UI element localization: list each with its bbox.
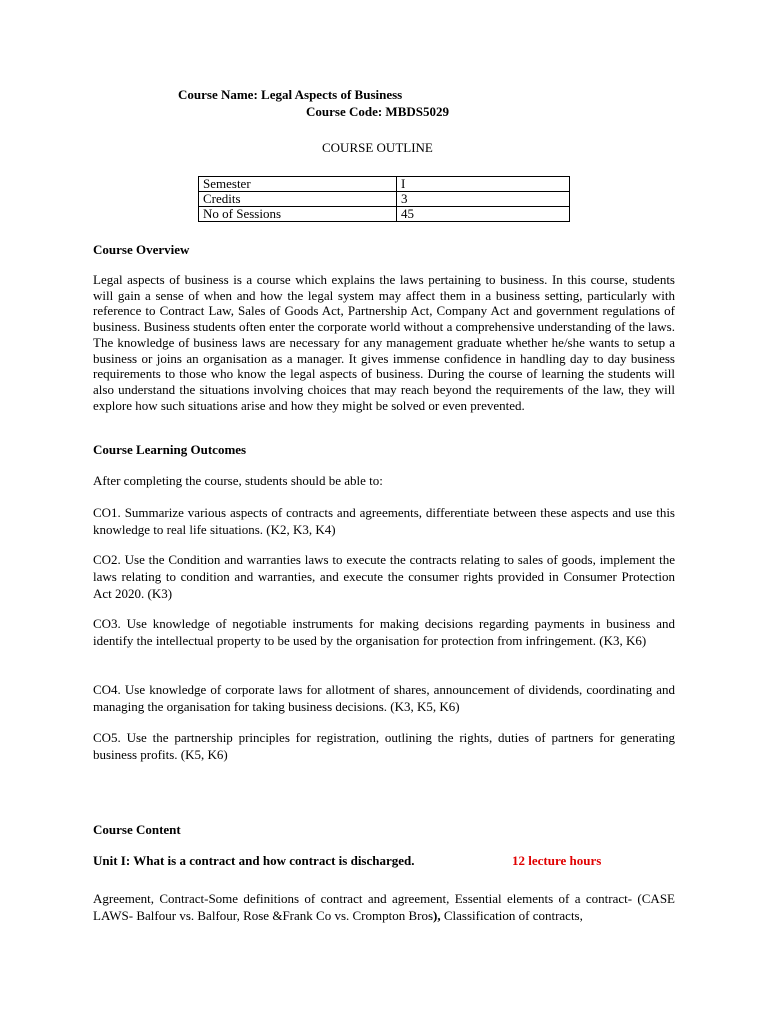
- overview-paragraph: Legal aspects of business is a course which explains the laws pertaining to business. In this course, students will gain a sense of when and how the legal system may affect them in a business setting, particularly with reference to Contract Law, Sales of Goods Act, Partnership Act, Company Act and government regulations of business. Business students often enter the corporate world without a comprehensive understanding of the laws. The knowledge of business laws are necessary for any management graduate whether he/she wants to setup a business or joins an organisation as a manager. It gives immense confidence in handling day to day business requirements to those who know the legal aspects of business. During the course of learning the students will also understand the situations involving choices that may reach beyond the requirements of the law, they will explore how such situations arise and how they might be solved or even prevented.: [93, 272, 675, 413]
- unit1-hours: 12 lecture hours: [512, 853, 602, 868]
- table-cell-label: No of Sessions: [199, 207, 397, 222]
- table-row: [199, 207, 570, 222]
- table-row: [199, 177, 570, 192]
- table-cell-value: 45: [397, 207, 570, 222]
- outcomes-intro: After completing the course, students should be able to:: [93, 473, 383, 488]
- table-cell-label: Semester: [199, 177, 397, 192]
- content-heading: Course Content: [93, 822, 181, 837]
- course-info-table: [198, 176, 570, 222]
- unit1-paragraph: [93, 890, 675, 924]
- unit1-text: Agreement, Contract-Some definitions of contract and agreement, Essential elements of a contract- (CASE LAWS- Balfour vs. Balfour, Rose &Frank Co vs. Crompton Bros: [93, 891, 675, 923]
- outcome-co3: CO3. Use knowledge of negotiable instruments for making decisions regarding payments in business and identify the intellectual property to be used by the organisation for protection from infringement. (K3, K6): [93, 616, 675, 648]
- overview-heading: Course Overview: [93, 242, 190, 257]
- unit1-text-tail: Classification of contracts,: [440, 908, 583, 923]
- outline-title: COURSE OUTLINE: [322, 140, 433, 155]
- outcome-co1: CO1. Summarize various aspects of contracts and agreements, differentiate between these aspects and use this knowledge to real life situations. (K2, K3, K4): [93, 505, 675, 537]
- table-cell-value: I: [397, 177, 570, 192]
- unit1-title: Unit I: What is a contract and how contract is discharged.: [93, 853, 415, 868]
- course-name: Course Name: Legal Aspects of Business: [178, 87, 403, 102]
- unit1-text-bold: ),: [433, 908, 441, 923]
- outcomes-heading: Course Learning Outcomes: [93, 442, 247, 457]
- outcome-co2: CO2. Use the Condition and warranties laws to execute the contracts relating to sales of goods, implement the laws relating to condition and warranties, and execute the consumer rights provided in Consumer Protection Act 2020. (K3): [93, 552, 675, 601]
- outcome-co4: CO4. Use knowledge of corporate laws for allotment of shares, announcement of dividends, coordinating and managing the organisation for taking business decisions. (K3, K5, K6): [93, 682, 675, 714]
- course-code: Course Code: MBDS5029: [306, 104, 449, 119]
- table-row: [199, 192, 570, 207]
- outcome-co5: CO5. Use the partnership principles for registration, outlining the rights, duties of partners for generating business profits. (K5, K6): [93, 730, 675, 762]
- table-cell-value: 3: [397, 192, 570, 207]
- table-cell-label: Credits: [199, 192, 397, 207]
